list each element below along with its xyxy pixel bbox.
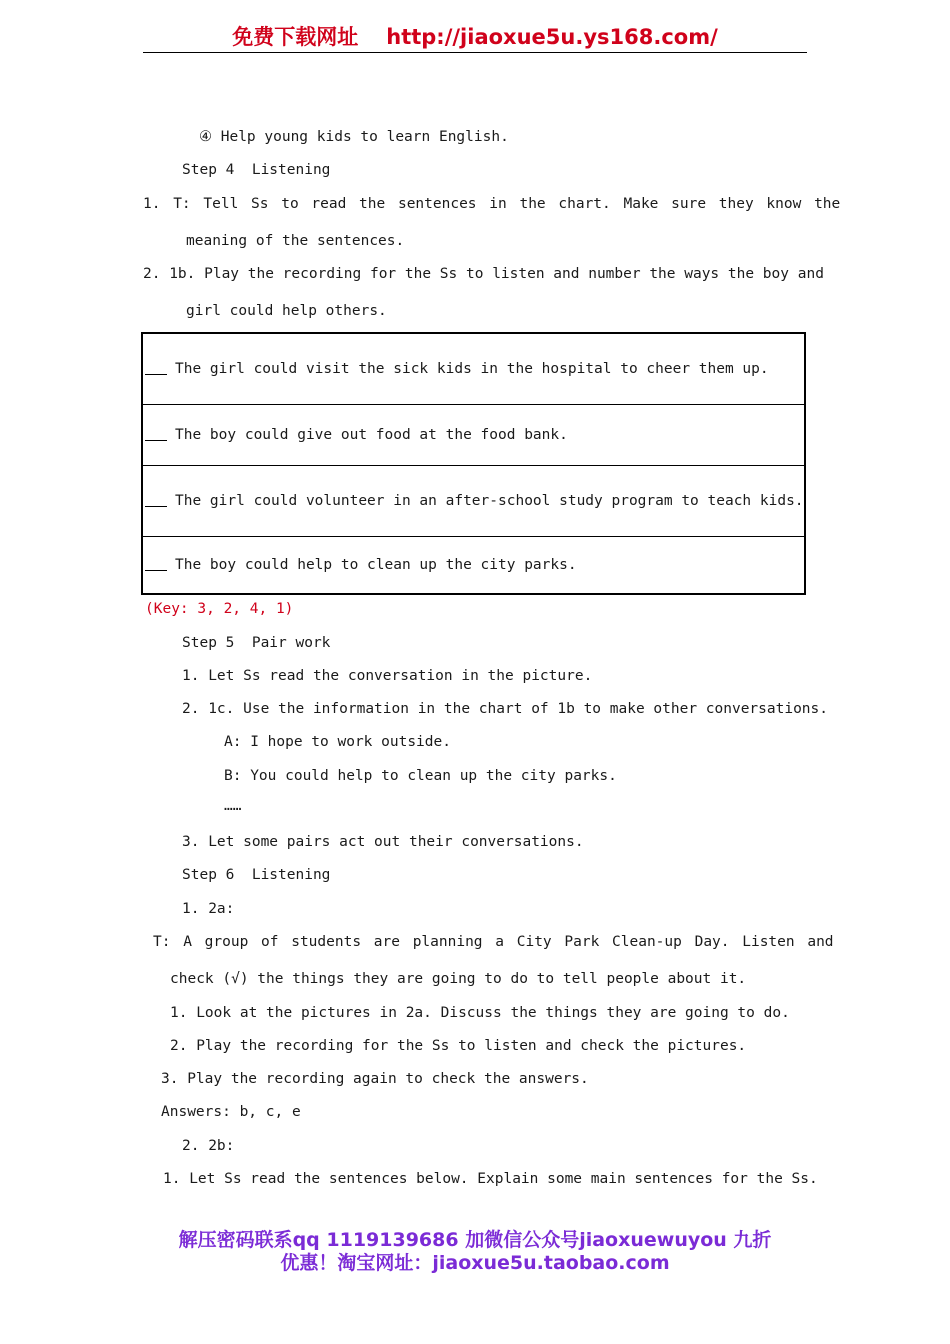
- step5-title: Step 5 Pair work: [182, 635, 331, 651]
- chart-row-text: The boy could give out food at the food bank.: [175, 427, 568, 443]
- step6-answers: Answers: b, c, e: [161, 1104, 301, 1120]
- footer-line-2[interactable]: 优惠！淘宝网址：jiaoxue5u.taobao.com: [280, 1252, 670, 1274]
- step4-item2-line2: girl could help others.: [186, 303, 387, 319]
- answer-key: (Key: 3, 2, 4, 1): [145, 601, 294, 617]
- footer-line-1: 解压密码联系qq 1119139686 加微信公众号jiaoxuewuyou 九折: [178, 1229, 772, 1251]
- step4-item1-line2: meaning of the sentences.: [186, 233, 405, 249]
- header-url-link[interactable]: http://jiaoxue5u.ys168.com/: [386, 25, 718, 49]
- step5-item3: 3. Let some pairs act out their conversations.: [182, 834, 584, 850]
- step6-item2: 2. Play the recording for the Ss to listen and check the pictures.: [170, 1038, 747, 1054]
- answer-blank[interactable]: [145, 360, 167, 375]
- step6-teacher-line1: T: A group of students are planning a City Park Clean-up Day. Listen and: [153, 934, 834, 950]
- step6-teacher-line2: check (√) the things they are going to do to tell people about it.: [170, 971, 747, 987]
- chart-row: [142, 536, 805, 594]
- header-label: 免费下载网址: [232, 25, 359, 49]
- chart-row: [142, 333, 805, 404]
- step6-item1: 1. Look at the pictures in 2a. Discuss the things they are going to do.: [170, 1005, 790, 1021]
- listening-chart: [141, 332, 806, 595]
- item-help-kids: ④ Help young kids to learn English.: [199, 129, 509, 145]
- step4-item1-line1: 1. T: Tell Ss to read the sentences in the chart. Make sure they know the: [143, 196, 841, 212]
- dialog-a: A: I hope to work outside.: [224, 734, 451, 750]
- chart-row-text: The girl could volunteer in an after-school study program to teach kids.: [175, 493, 804, 509]
- dialog-ellipsis: ……: [224, 798, 242, 814]
- step6-item3: 3. Play the recording again to check the answers.: [161, 1071, 589, 1087]
- answer-blank[interactable]: [145, 492, 167, 507]
- page-header: [143, 22, 807, 53]
- chart-row-text: The girl could visit the sick kids in the hospital to cheer them up.: [175, 361, 769, 378]
- step6-2a-label: 1. 2a:: [182, 901, 235, 917]
- chart-row: [142, 404, 805, 465]
- answer-blank[interactable]: [145, 556, 167, 571]
- step5-item1: 1. Let Ss read the conversation in the picture.: [182, 668, 593, 684]
- step4-title: Step 4 Listening: [182, 162, 331, 178]
- dialog-b: B: You could help to clean up the city parks.: [224, 768, 617, 784]
- step6-2b-item1: 1. Let Ss read the sentences below. Explain some main sentences for the Ss.: [163, 1171, 818, 1187]
- answer-blank[interactable]: [145, 426, 167, 441]
- step6-2b-label: 2. 2b:: [182, 1138, 235, 1154]
- chart-row: [142, 465, 805, 536]
- chart-row-text: The boy could help to clean up the city parks.: [175, 557, 577, 574]
- step6-title: Step 6 Listening: [182, 867, 331, 883]
- step5-item2: 2. 1c. Use the information in the chart of 1b to make other conversations.: [182, 701, 829, 717]
- step4-item2-line1: 2. 1b. Play the recording for the Ss to listen and number the ways the boy and: [143, 266, 824, 282]
